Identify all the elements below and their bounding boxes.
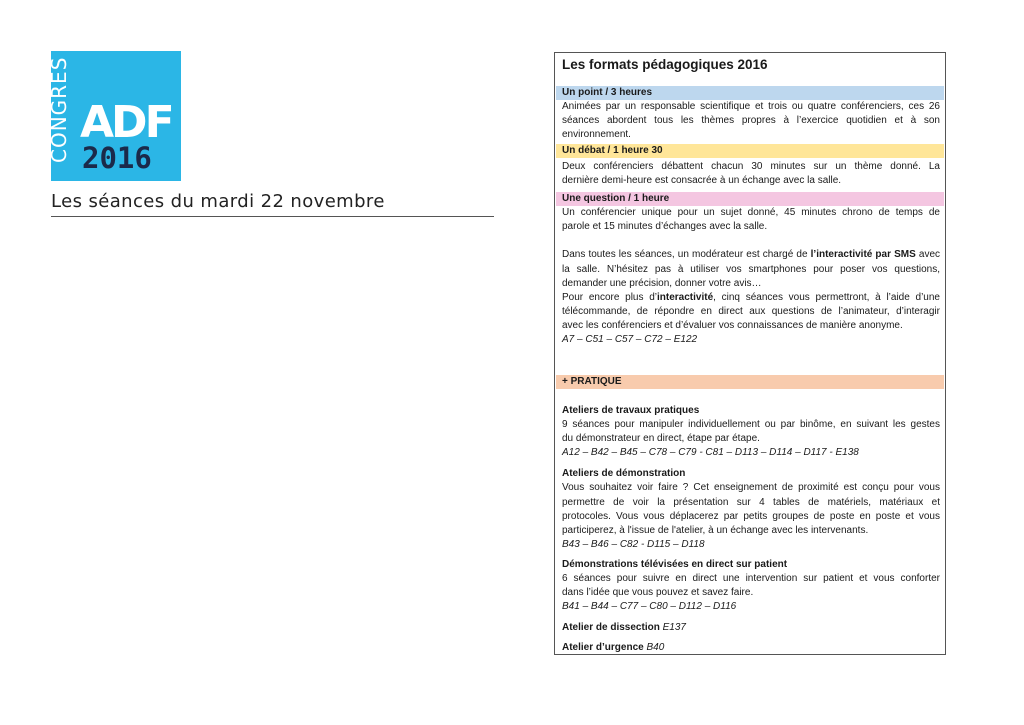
demo-tv-line: dans l’idée que vous pouvez et savez faire. (562, 587, 754, 598)
title-divider (51, 216, 494, 217)
ateliers-demo-codes: B43 – B46 – C82 - D115 – D118 (562, 539, 705, 550)
atelier-dissection-title: Atelier de dissection (562, 622, 660, 633)
interactivity-line: la salle. N’hésitez pas à utiliser vos smartphones pour poser vos questions, (562, 264, 940, 275)
interactivity-emphasis: interactivité (657, 292, 714, 303)
atelier-urgence (562, 641, 940, 655)
interactivity-text: Dans toutes les séances, un modérateur est chargé de (562, 249, 811, 260)
interactivity-line (562, 248, 940, 262)
logo-graphic (47, 51, 181, 181)
logo-year-text: 2016 (82, 141, 152, 175)
ateliers-tp-title: Ateliers de travaux pratiques (562, 405, 700, 416)
interactivity-line: demander une précision, donner votre avis… (562, 278, 762, 289)
format-question-line: parole et 15 minutes d’échanges avec la salle. (562, 221, 768, 232)
atelier-dissection (562, 621, 940, 635)
interactivity-line: avec les conférenciers et d’évaluer vos connaissances de manière anonyme. (562, 320, 903, 331)
demo-tv-title: Démonstrations télévisées en direct sur patient (562, 559, 788, 570)
demo-tv-codes: B41 – B44 – C77 – C80 – D112 – D116 (562, 601, 737, 612)
interactivity-text: avec (915, 249, 941, 260)
page-title: Les séances du mardi 22 novembre (51, 191, 385, 212)
atelier-urgence-code: B40 (646, 642, 665, 653)
format-point-line: séances abordent tous les thèmes propres à l’exercice quotidien et à son (562, 115, 940, 126)
ateliers-tp-line: 9 séances pour manipuler individuellement ou par binôme, en suivant les gestes (562, 419, 940, 430)
ateliers-demo-line: permettre de voir la présentation sur 4 tables de matériels, matériaux et (562, 497, 940, 508)
logo-congres-text: CONGRÈS (47, 56, 71, 163)
interactivity-line: télécommande, de répondre en direct aux questions de l’animateur, d’interagir (562, 306, 940, 317)
ateliers-demo-line: Vous souhaitez voir faire ? Cet enseignement de proximité est conçu pour vous (562, 482, 940, 493)
congres-adf-2016-logo (47, 51, 181, 181)
logo-adf-text: ADF (80, 97, 172, 148)
ateliers-demo-line: participerez, à l'issue de l'atelier, à un échange avec les intervenants. (562, 525, 869, 536)
atelier-dissection-code: E137 (662, 622, 686, 633)
format-debat-line: dernière demi-heure est consacrée à un échange avec la salle. (562, 175, 842, 186)
atelier-urgence-title: Atelier d’urgence (562, 642, 644, 653)
interactivity-sms-emphasis: l’interactivité par SMS (810, 249, 916, 260)
formats-panel (554, 52, 946, 655)
format-question-label: Une question / 1 heure (556, 192, 944, 206)
format-debat-line: Deux conférenciers débattent chacun 30 minutes sur un thème donné. La (562, 161, 940, 172)
format-point-label: Un point / 3 heures (556, 86, 944, 100)
interactivity-text: Pour encore plus d’ (562, 292, 657, 303)
interactivity-line (562, 291, 940, 305)
pratique-label: + PRATIQUE (556, 375, 944, 389)
format-question-line: Un conférencier unique pour un sujet donné, 45 minutes chrono de temps de (562, 207, 940, 218)
demo-tv-line: 6 séances pour suivre en direct une intervention sur patient et vous conforter (562, 573, 940, 584)
interactivity-text: , cinq séances vous permettront, à l’aide d’une (713, 292, 940, 303)
ateliers-demo-line: protocoles. Vous vous déplacerez par petits groupes de poste en poste et vous (562, 511, 940, 522)
format-point-line: Animées par un responsable scientifique et trois ou quatre conférenciers, ces 26 (562, 101, 940, 112)
format-debat-label: Un débat / 1 heure 30 (556, 144, 944, 158)
interactivity-session-codes: A7 – C51 – C57 – C72 – E122 (562, 334, 698, 345)
ateliers-demo-title: Ateliers de démonstration (562, 468, 686, 479)
formats-heading: Les formats pédagogiques 2016 (562, 57, 768, 72)
ateliers-tp-line: du démonstrateur en direct, étape par étape. (562, 433, 760, 444)
format-point-line: environnement. (562, 129, 631, 140)
ateliers-tp-codes: A12 – B42 – B45 – C78 – C79 - C81 – D113 – D114 – D117 - E138 (562, 447, 859, 458)
